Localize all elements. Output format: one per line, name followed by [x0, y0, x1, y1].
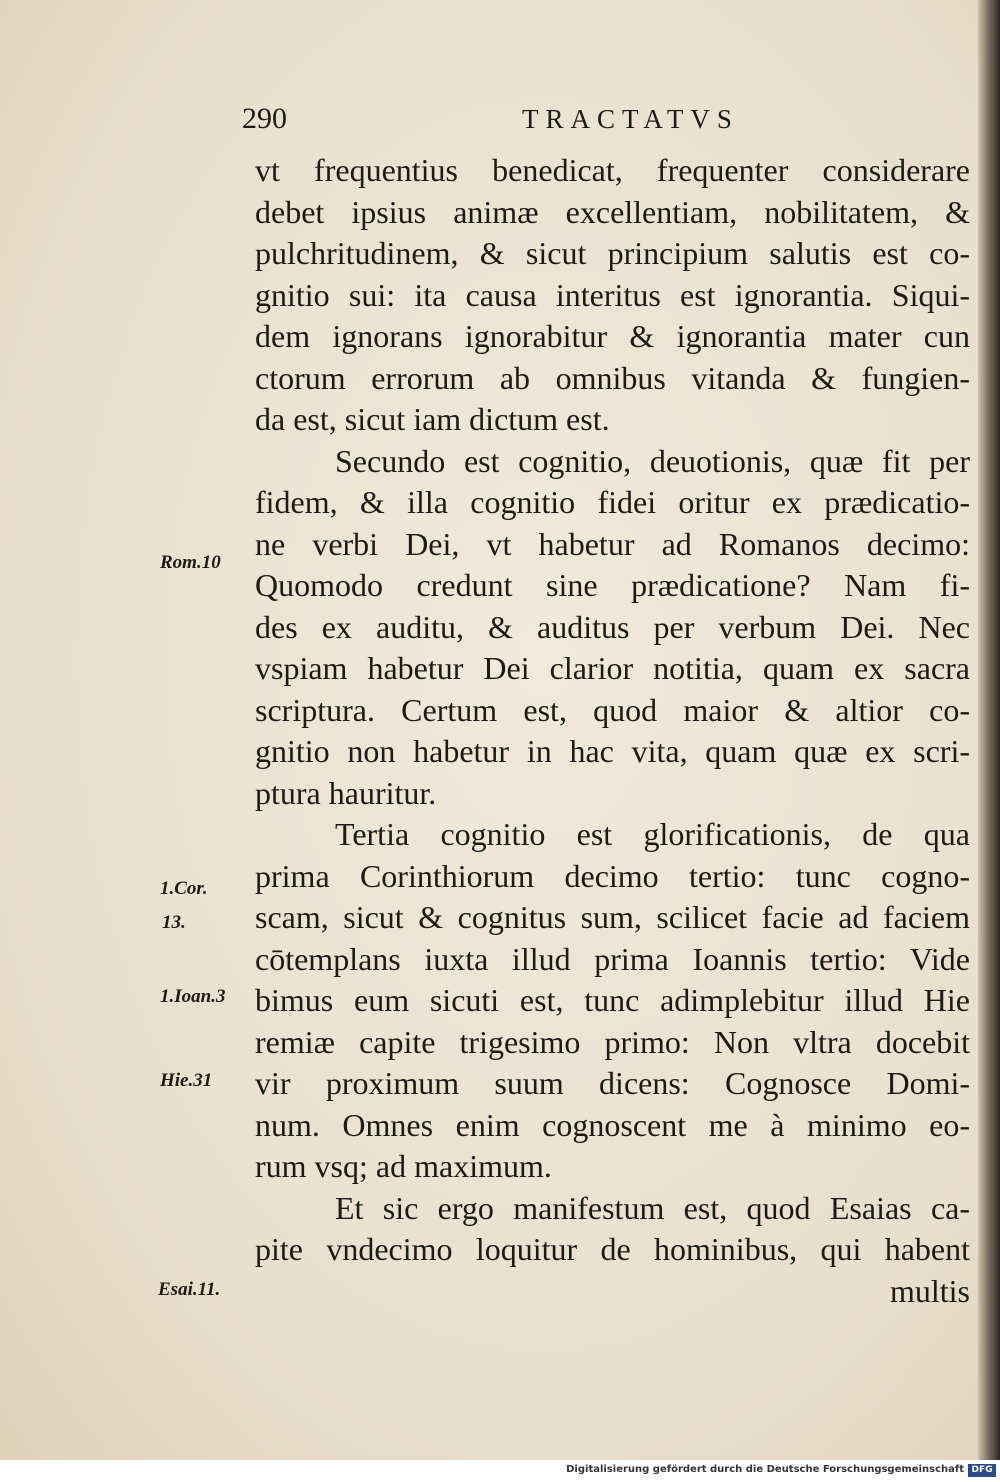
margin-note-esaias: Esai.11.	[158, 1279, 221, 1300]
body-text	[255, 150, 970, 1312]
catchword: multis	[889, 1272, 970, 1309]
page-number: 290	[242, 102, 287, 135]
margin-note-corinthians-chapter: 13.	[162, 912, 186, 933]
text-line: Et sic ergo manifestum est, quod Esaias ca-	[335, 1189, 970, 1226]
margin-note-romans: Rom.10	[160, 552, 221, 573]
text-line: cōtemplans iuxta illud prima Ioannis tertio: Vide	[255, 940, 970, 977]
text-line: gnitio non habetur in hac vita, quam quæ ex scri-	[255, 733, 970, 769]
text-line: Quomodo credunt sine prædicatione? Nam fi-	[255, 567, 970, 603]
text-line: prima Corinthiorum decimo tertio: tunc cogno-	[255, 857, 970, 894]
text-line: debet ipsius animæ excellentiam, nobilitatem, &	[255, 193, 970, 230]
text-line: dem ignorans ignorabitur & ignorantia mater cun	[255, 318, 970, 354]
text-line: pulchritudinem, & sicut principium salutis est co-	[255, 235, 970, 271]
text-line: gnitio sui: ita causa interitus est ignorantia. Siqui-	[255, 276, 970, 313]
text-line: Tertia cognitio est glorificationis, de qua	[335, 816, 970, 852]
text-line: remiæ capite trigesimo primo: Non vltra docebit	[255, 1023, 970, 1060]
text-line: pite vndecimo loquitur de hominibus, qui habent	[255, 1231, 970, 1267]
text-line: ctorum errorum ab omnibus vitanda & fungien-	[255, 359, 970, 396]
margin-note-corinthians: 1.Cor.	[160, 878, 208, 899]
dfg-logo-icon: DFG	[968, 1464, 996, 1477]
text-line: da est, sicut iam dictum est.	[255, 401, 610, 437]
margin-note-ioannis: 1.Ioan.3	[160, 986, 226, 1007]
text-line: des ex auditu, & auditus per verbum Dei. Nec	[255, 608, 970, 645]
running-head: TRACTATVS	[522, 104, 739, 134]
text-line: vt frequentius benedicat, frequenter considerare	[255, 152, 970, 188]
text-line: num. Omnes enim cognoscent me à minimo eo-	[255, 1106, 970, 1143]
text-line: bimus eum sicuti est, tunc adimplebitur illud Hie	[255, 982, 970, 1018]
margin-note-hieremiae: Hie.31	[160, 1070, 213, 1091]
text-line: scriptura. Certum est, quod maior & altior co-	[255, 691, 970, 728]
book-edge-shadow	[978, 0, 1000, 1460]
funding-credit: Digitalisierung gefördert durch die Deutsche Forschungsgemeinschaft	[566, 1464, 964, 1475]
text-line: vir proximum suum dicens: Cognosce Domi-	[255, 1065, 970, 1101]
text-line: ne verbi Dei, vt habetur ad Romanos decimo:	[255, 525, 970, 562]
text-line: rum vsq; ad maximum.	[255, 1148, 552, 1184]
text-line: fidem, & illa cognitio fidei oritur ex prædicatio-	[255, 484, 970, 520]
text-line: scam, sicut & cognitus sum, scilicet facie ad faciem	[255, 899, 970, 935]
text-line: ptura hauritur.	[255, 774, 437, 811]
digitization-footer	[0, 1460, 1000, 1482]
text-line: vspiam habetur Dei clarior notitia, quam ex sacra	[255, 650, 970, 686]
text-line: Secundo est cognitio, deuotionis, quæ fit per	[335, 442, 970, 479]
